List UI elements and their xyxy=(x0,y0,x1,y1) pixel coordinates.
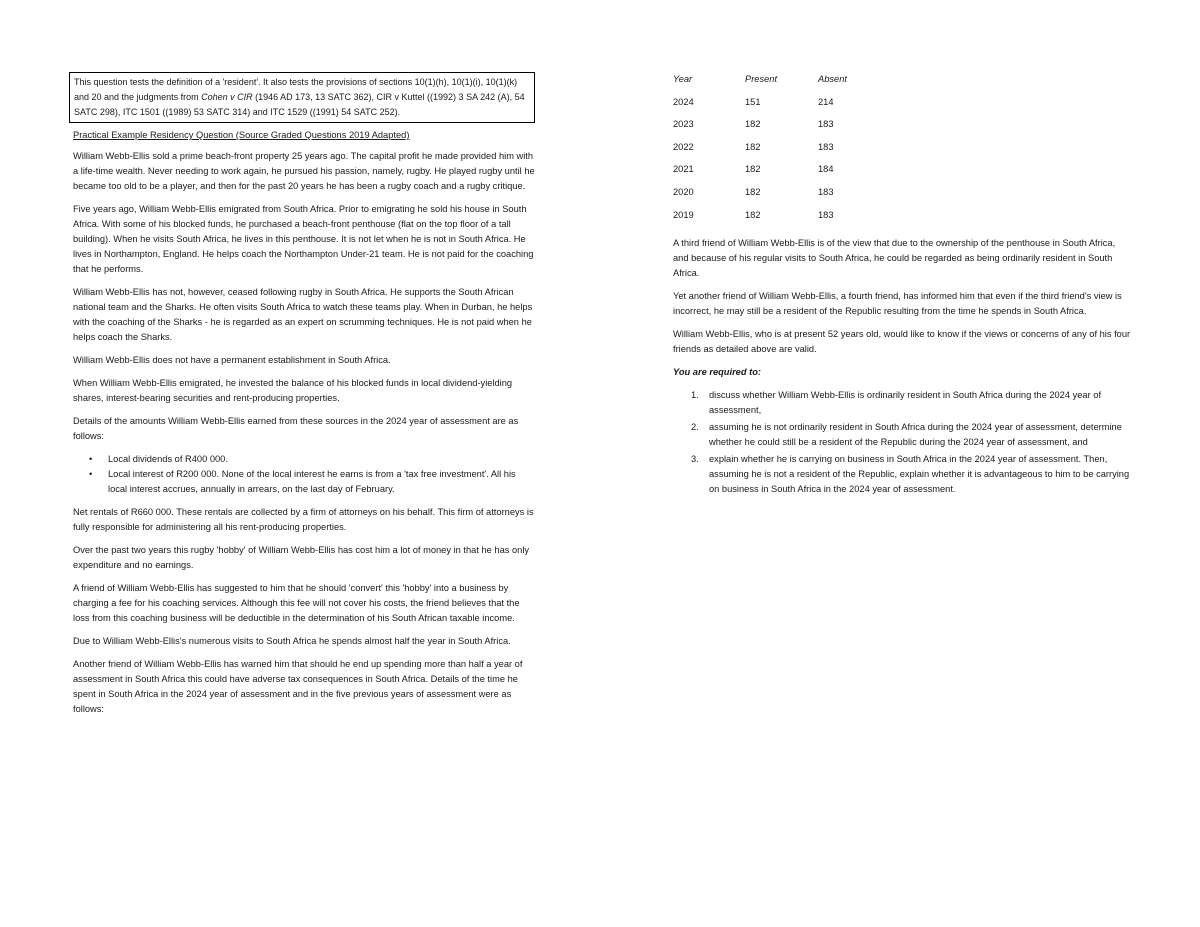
paragraph: Details of the amounts William Webb-Ellis earned from these sources in the 2024 year of assessment are as follows: xyxy=(73,416,519,441)
column-header: Present xyxy=(745,74,778,84)
table-row xyxy=(673,117,878,140)
table-cell: 2022 xyxy=(673,141,694,152)
column-header: Absent xyxy=(818,74,847,84)
paragraph: When William Webb-Ellis emigrated, he invested the balance of his blocked funds in local dividend-yielding shares, interest-bearing securities and rent-producing properties. xyxy=(73,378,513,403)
left-column xyxy=(73,72,535,725)
task-item xyxy=(691,388,1133,418)
income-list xyxy=(73,452,535,497)
list-item xyxy=(89,452,535,467)
table-cell: 214 xyxy=(818,96,834,107)
task-number: 3. xyxy=(691,454,699,465)
table-cell: 183 xyxy=(818,186,834,197)
table-cell: 183 xyxy=(818,209,834,220)
intro-case-name: Cohen v CIR xyxy=(201,92,253,102)
list-item-text: Local interest of R200 000. None of the local interest he earns is from a 'tax free investment'. All his local interest accrues, annually in arrears, on the last day of February. xyxy=(108,469,516,494)
task-list xyxy=(673,388,1133,497)
task-item xyxy=(691,452,1133,497)
paragraph: Five years ago, William Webb-Ellis emigrated from South Africa. Prior to emigrating he sold his house in South Africa. With some of his blocked funds, he purchased a beach-front penthouse (flat on the top floor of a tall building). When he visits South Africa, he lives in this penthouse. It is not let when he is not in South Africa. He lives in Northampton, England. He helps coach the Northampton Under-21 team. He is not paid for the coaching that he performs. xyxy=(73,204,534,274)
required-label: You are required to: xyxy=(673,367,761,378)
table-row xyxy=(673,140,878,163)
table-cell: 182 xyxy=(745,209,761,220)
intro-box xyxy=(69,72,535,123)
days-table xyxy=(673,72,878,230)
column-header: Year xyxy=(673,74,693,84)
table-cell: 182 xyxy=(745,164,761,175)
paragraph: William Webb-Ellis has not, however, ceased following rugby in South Africa. He supports the South African national team and the Sharks. He often visits South Africa to watch these teams play. When in Durban, he helps with the coaching of the Sharks - he is regarded as an expert on scrumming techniques. He is not paid when he helps coach the Sharks. xyxy=(73,287,533,342)
table-header-row xyxy=(673,72,878,95)
table-cell: 182 xyxy=(745,186,761,197)
task-text: assuming he is not ordinarily resident in South Africa during the 2024 year of assessment, determine whether he could still be a resident of the Republic during the 2024 year of assessment, and xyxy=(709,422,1122,448)
bullet-icon: • xyxy=(89,469,93,479)
paragraph: William Webb-Ellis, who is at present 52 years old, would like to know if the views or concerns of any of his four friends as detailed above are valid. xyxy=(673,329,1131,355)
task-number: 1. xyxy=(691,390,699,401)
paragraph: Over the past two years this rugby 'hobby' of William Webb-Ellis has cost him a lot of money in that he has only expenditure and no earnings. xyxy=(73,545,530,570)
table-cell: 182 xyxy=(745,141,761,152)
paragraph: A third friend of William Webb-Ellis is of the view that due to the ownership of the penthouse in South Africa, and because of his regular visits to South Africa, he could be regarded as being ordinarily resident in South Africa. xyxy=(673,238,1116,279)
table-cell: 182 xyxy=(745,119,761,130)
table-cell: 151 xyxy=(745,96,761,107)
table-cell: 2021 xyxy=(673,164,694,175)
table-cell: 184 xyxy=(818,164,834,175)
intro-text-a: This question tests the definition of a 'resident'. It also tests the provisions of sections 10(1)(h), 10(1)(i), 10(1)(k) and 20 and the judgments from xyxy=(74,77,518,102)
table-cell: 183 xyxy=(818,141,834,152)
table-row xyxy=(673,208,878,231)
paragraph: William Webb-Ellis does not have a permanent establishment in South Africa. xyxy=(73,355,391,365)
paragraph: William Webb-Ellis sold a prime beach-front property 25 years ago. The capital profit he made provided him with a life-time wealth. Never needing to work again, he pursued his passion, namely, rugby. He played rugby until he became too old to be a player, and then for the past 20 years he has been a rugby coach and a rugby critique. xyxy=(73,151,535,191)
list-item xyxy=(89,467,535,497)
table-row xyxy=(673,185,878,208)
table-row xyxy=(673,162,878,185)
intro-text-b: (1946 AD 173, 13 SATC 362), CIR v Kuttel ((1992) 3 SA 242 (A), 54 SATC 298), ITC 1501 ((1989) 53 SATC 314) and ITC 1529 ((1991) 54 SATC 252). xyxy=(74,92,525,117)
table-cell: 2024 xyxy=(673,96,694,107)
list-item-text: Local dividends of R400 000. xyxy=(108,454,228,464)
task-text: discuss whether William Webb-Ellis is ordinarily resident in South Africa during the 2024 year of assessment, xyxy=(709,390,1102,416)
bullet-icon: • xyxy=(89,454,93,464)
table-cell: 2019 xyxy=(673,209,694,220)
table-cell: 2020 xyxy=(673,186,694,197)
table-cell: 183 xyxy=(818,119,834,130)
paragraph: Yet another friend of William Webb-Ellis, a fourth friend, has informed him that even if the third friend's view is incorrect, he may still be a resident of the Republic resulting from the time he spends in South Africa. xyxy=(673,291,1122,317)
task-text: explain whether he is carrying on business in South Africa in the 2024 year of assessment. Then, assuming he is not a resident of the Republic, explain whether it is advantageous to him to be carrying on business in South Africa in the 2024 year of assessment. xyxy=(709,454,1130,495)
paragraph: A friend of William Webb-Ellis has suggested to him that he should 'convert' this 'hobby' into a business by charging a fee for his coaching services. Although this fee will not cover his costs, the friend believes that the loss from this coaching business will be deductible in the determination of his South African taxable income. xyxy=(73,583,520,623)
section-heading: Practical Example Residency Question (Source Graded Questions 2019 Adapted) xyxy=(73,130,410,140)
table-cell: 2023 xyxy=(673,119,694,130)
paragraph: Due to William Webb-Ellis's numerous visits to South Africa he spends almost half the year in South Africa. xyxy=(73,636,511,646)
right-column xyxy=(673,72,1133,499)
task-item xyxy=(691,420,1133,450)
task-number: 2. xyxy=(691,422,699,433)
paragraph: Another friend of William Webb-Ellis has warned him that should he end up spending more than half a year of assessment in South Africa this could have adverse tax consequences in South Africa. Details of the time he spent in South Africa in the 2024 year of assessment and in the five previous years of assessment were as follows: xyxy=(73,659,523,714)
paragraph: Net rentals of R660 000. These rentals are collected by a firm of attorneys on his behalf. This firm of attorneys is fully responsible for administering all his rent-producing properties. xyxy=(73,507,534,532)
table-row xyxy=(673,95,878,118)
